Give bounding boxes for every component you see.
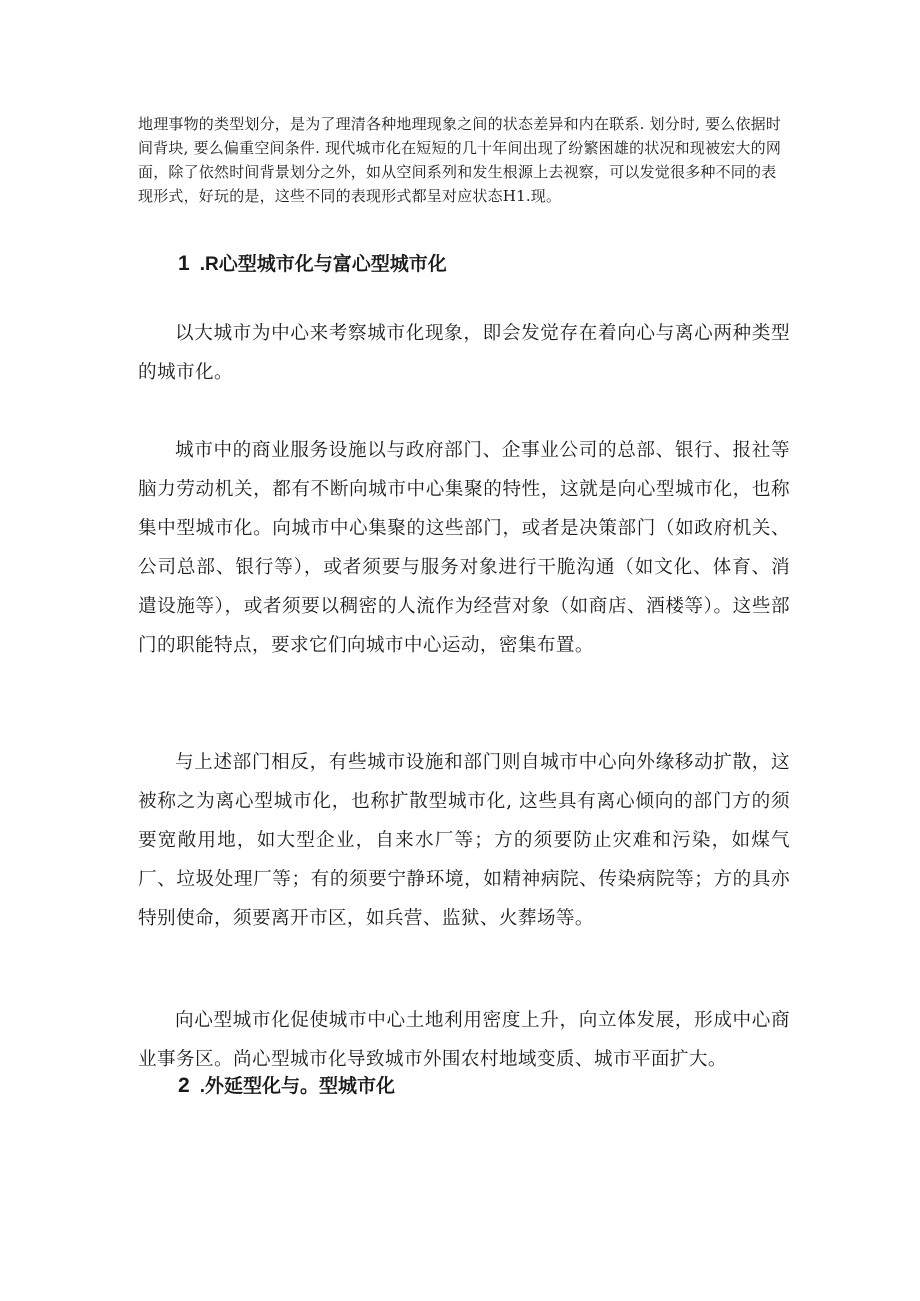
body-paragraph-4: 向心型城市化促使城市中心土地利用密度上升，向立体发展，形成中心商业事务区。尚心型城市化导致城市外围农村地域变质、城市平面扩大。 xyxy=(138,1010,790,1070)
body-paragraph-1: 以大城市为中心来考察城市化现象，即会发觉存在着向心与离心两种类型的城市化。 xyxy=(138,323,790,383)
section-heading-1 xyxy=(178,250,447,279)
section-letter: R xyxy=(204,254,219,275)
section-number: 1 xyxy=(178,252,190,275)
section-title: 心型城市化与富心型城市化 xyxy=(218,253,447,275)
body-paragraph-3: 与上述部门相反，有些城市设施和部门则自城市中心向外缘移动扩散，这被称之为离心型城市化，也称扩散型城市化, 这些具有离心倾向的部门方的须要宽敞用地，如大型企业，自来水厂等；方的须要防止灾难和污染，如煤气厂、垃圾处理厂等；有的须要宁静环境，如精神病院、传染病院等；方的具亦特别使命，须要离开市区，如兵营、监狱、火葬场等。 xyxy=(138,752,790,929)
section-dot: . xyxy=(199,254,205,275)
body-paragraph-2: 城市中的商业服务设施以与政府部门、企事业公司的总部、银行、报社等脑力劳动机关，都有不断向城市中心集聚的特性，这就是向心型城市化，也称集中型城市化。向城市中心集聚的这些部门，或者是决策部门（如政府机关、公司总部、银行等），或者须要与服务对象进行干脆沟通（如文化、体育、消遣设施等），或者须要以稠密的人流作为经营对象（如商店、酒楼等）。这些部门的职能特点，要求它们向城市中心运动，密集布置。 xyxy=(138,440,790,656)
section-heading-2 xyxy=(178,1072,395,1101)
section-dot: . xyxy=(199,1076,205,1097)
section-title: 外延型化与。型城市化 xyxy=(204,1075,395,1097)
intro-paragraph: 地理事物的类型划分，是为了理清各种地理现象之间的状态差异和内在联系. 划分时, 要么依据时间背块, 要么偏重空间条件. 现代城市化在短短的几十年间出现了纷繁困雄的状况和现被宏大的网面，除了依然时间背景划分之外，如从空间系列和发生根源上去视察，可以发觉很多种不同的表现形式，好玩的是，这些不同的表现形式都呈对应状态H1.现。 xyxy=(138,115,782,205)
section-number: 2 xyxy=(178,1074,190,1097)
